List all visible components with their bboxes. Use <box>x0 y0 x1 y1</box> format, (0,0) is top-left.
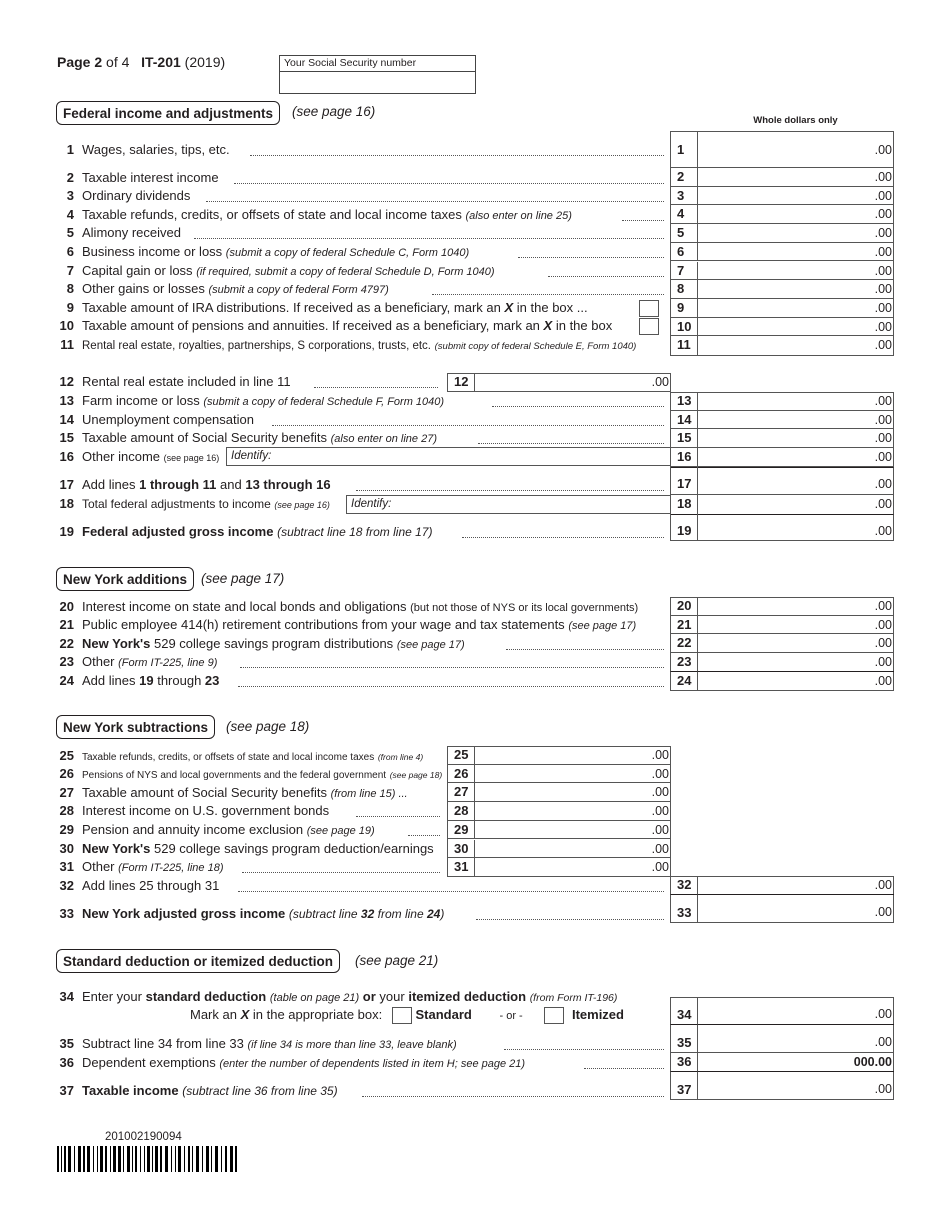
line-1: 1 Wages, salaries, tips, etc. <box>66 142 230 157</box>
line-29: 29 Pension and annuity income exclusion (see page 19) <box>59 822 375 837</box>
itemized-deduction-checkbox[interactable] <box>544 1007 564 1024</box>
leader-dots <box>622 208 664 221</box>
amount-input-line-6[interactable]: .00 <box>698 243 894 262</box>
amount-input-line-10[interactable]: .00 <box>698 318 894 337</box>
amount-input-line-4[interactable]: .00 <box>698 205 894 224</box>
amount-input-line-21[interactable]: .00 <box>698 616 894 635</box>
leader-dots <box>432 282 664 295</box>
line-24: 24 Add lines 19 through 23 <box>59 673 220 688</box>
leader-dots <box>194 226 664 239</box>
line-27: 27 Taxable amount of Social Security benefits (from line 15) ... <box>59 785 408 800</box>
dependent-exemptions-amount[interactable]: 000.00 <box>698 1053 894 1072</box>
amount-input-line-1[interactable]: .00 <box>698 131 894 168</box>
line-box-number: 36 <box>670 1053 698 1072</box>
line-21: 21 Public employee 414(h) retirement contributions from your wage and tax statements (see page 17) <box>59 617 637 632</box>
leader-dots <box>238 879 664 892</box>
line-34-mark-row: Mark an X in the appropriate box: Standard - or - Itemized <box>190 1006 624 1024</box>
leader-dots <box>476 907 664 920</box>
section-federal-income: Federal income and adjustments <box>56 101 280 125</box>
line-box-number: 31 <box>447 858 475 877</box>
line-box-number: 6 <box>670 243 698 262</box>
leader-dots <box>462 525 664 538</box>
leader-dots <box>356 804 440 817</box>
amount-input-line-22[interactable]: .00 <box>698 634 894 653</box>
line-box-number: 14 <box>670 411 698 430</box>
line-box-number: 7 <box>670 262 698 281</box>
line-box-number: 23 <box>670 653 698 672</box>
line-box-number: 13 <box>670 392 698 411</box>
leader-dots <box>238 674 664 687</box>
amount-input-line-14[interactable]: .00 <box>698 411 894 430</box>
leader-dots <box>356 478 664 491</box>
ssn-input[interactable] <box>282 73 475 95</box>
amount-input-line-17[interactable]: .00 <box>698 467 894 495</box>
section-ny-additions: New York additions <box>56 567 194 591</box>
amount-input-line-15[interactable]: .00 <box>698 429 894 448</box>
line-8: 8 Other gains or losses (submit a copy of federal Form 4797) <box>66 281 389 296</box>
line-box-number: 29 <box>447 821 475 840</box>
line-22: 22 New York's 529 college savings program distributions (see page 17) <box>59 636 465 651</box>
page-header <box>57 54 225 70</box>
line-box-number: 24 <box>670 672 698 691</box>
leader-dots <box>548 264 664 277</box>
amount-input-line-25[interactable]: .00 <box>475 746 671 765</box>
amount-input-line-37[interactable]: .00 <box>874 1082 892 1096</box>
line-box-number: 18 <box>670 495 698 514</box>
line-box-number: 1 <box>670 131 698 168</box>
line-26: 26 Pensions of NYS and local governments and the federal government (see page 18) <box>59 766 443 781</box>
amount-input-line-23[interactable]: .00 <box>698 653 894 672</box>
leader-dots <box>272 413 664 426</box>
line-32: 32 Add lines 25 through 31 <box>59 878 220 893</box>
leader-dots <box>492 394 664 407</box>
line-box-number: 12 <box>447 373 475 392</box>
line-36: 36 Dependent exemptions (enter the number of dependents listed in item H; see page 21) <box>59 1055 526 1070</box>
page-number: 2 <box>94 54 103 70</box>
amount-input-line-31[interactable]: .00 <box>651 860 669 875</box>
line-box-number: 9 <box>670 299 698 318</box>
line-5: 5 Alimony received <box>66 225 181 240</box>
line-19: 19 Federal adjusted gross income (subtract line 18 from line 17) <box>59 524 433 539</box>
amount-input-line-19[interactable]: .00 <box>874 524 892 538</box>
standard-option-label: Standard <box>415 1007 472 1022</box>
identify-input-line-16[interactable]: Identify: <box>226 447 670 466</box>
line-20: 20 Interest income on state and local bonds and obligations (but not those of NYS or its local governments) <box>59 599 639 614</box>
line-10: 10 Taxable amount of pensions and annuities. If received as a beneficiary, mark an X in the box <box>59 318 613 333</box>
line-13: 13 Farm income or loss (submit a copy of federal Schedule F, Form 1040) <box>59 393 445 408</box>
section-subtractions-note: (see page 18) <box>226 719 310 734</box>
form-year: (2019) <box>184 54 226 70</box>
section-ny-subtractions: New York subtractions <box>56 715 215 739</box>
amount-input-line-24[interactable]: .00 <box>874 673 892 688</box>
page-label: Page <box>57 54 91 70</box>
section-deduction-note: (see page 21) <box>355 953 439 968</box>
barcode-number: 201002190094 <box>105 1131 182 1143</box>
line-box-number: 27 <box>447 783 475 802</box>
form-id: IT-201 <box>141 54 181 70</box>
line-17: 17 Add lines 1 through 11 and 13 through 16 <box>59 477 331 492</box>
line-box-number: 4 <box>670 205 698 224</box>
leader-dots <box>234 171 664 184</box>
line-box-number: 34 <box>670 997 698 1025</box>
line-box-number: 5 <box>670 224 698 243</box>
leader-dots <box>504 1037 664 1050</box>
section-federal-note: (see page 16) <box>292 104 376 119</box>
line-35: 35 Subtract line 34 from line 33 (if line 34 is more than line 33, leave blank) <box>59 1036 457 1051</box>
line-28: 28 Interest income on U.S. government bonds <box>59 803 330 818</box>
leader-dots <box>506 637 664 650</box>
line-box-number: 10 <box>670 318 698 337</box>
leader-dots <box>518 245 664 258</box>
line-25: 25 Taxable refunds, credits, or offsets of state and local income taxes (from line 4) <box>59 748 424 763</box>
amount-input-line-13[interactable]: .00 <box>698 392 894 411</box>
amount-input-line-18[interactable]: .00 <box>874 497 892 511</box>
line-16: 16 Other income (see page 16) <box>59 449 220 464</box>
amount-input-line-2[interactable]: .00 <box>698 168 894 187</box>
amount-input-line-33[interactable]: .00 <box>874 905 892 919</box>
line-box-number: 16 <box>670 448 698 467</box>
amount-input-line-28[interactable]: .00 <box>475 802 671 821</box>
line-12: 12 Rental real estate included in line 11 <box>59 374 291 389</box>
amount-input-line-16[interactable]: .00 <box>874 450 892 465</box>
amount-input-line-26[interactable]: .00 <box>475 765 671 784</box>
line-box-number: 37 <box>670 1072 698 1100</box>
line-box-number: 2 <box>670 168 698 187</box>
line-box-number: 19 <box>670 514 698 541</box>
section-additions-note: (see page 17) <box>201 571 285 586</box>
line-31: 31 Other (Form IT-225, line 18) <box>59 859 224 874</box>
beneficiary-checkbox-line-10[interactable] <box>639 318 659 335</box>
line-15: 15 Taxable amount of Social Security benefits (also enter on line 27) <box>59 430 437 445</box>
line-box-number: 35 <box>670 1025 698 1053</box>
section-deduction: Standard deduction or itemized deduction <box>56 949 340 973</box>
amount-input-line-20[interactable]: .00 <box>698 597 894 616</box>
amount-input-line-34[interactable]: .00 <box>698 997 894 1025</box>
amount-input-line-12[interactable]: .00 <box>651 375 669 389</box>
line-7: 7 Capital gain or loss (if required, submit a copy of federal Schedule D, Form 1040) <box>66 263 495 278</box>
leader-dots <box>314 375 438 388</box>
line-23: 23 Other (Form IT-225, line 9) <box>59 654 218 669</box>
line-box-number: 28 <box>447 802 475 821</box>
leader-dots <box>362 1084 664 1097</box>
amount-input-line-3[interactable]: .00 <box>698 187 894 206</box>
line-box-number: 26 <box>447 765 475 784</box>
itemized-option-label: Itemized <box>571 1007 624 1022</box>
identify-input-line-18[interactable]: Identify: <box>346 495 670 514</box>
line-9: 9 Taxable amount of IRA distributions. If received as a beneficiary, mark an X in the box ... <box>66 300 588 315</box>
leader-dots <box>250 143 664 156</box>
amount-input-line-27[interactable]: .00 <box>475 783 671 802</box>
line-box-number: 32 <box>670 876 698 895</box>
line-6: 6 Business income or loss (submit a copy of federal Schedule C, Form 1040) <box>66 244 470 259</box>
line-14: 14 Unemployment compensation <box>59 412 254 427</box>
leader-dots <box>242 860 440 873</box>
ssn-field-box <box>279 55 476 94</box>
amount-input-line-7[interactable]: .00 <box>698 262 894 281</box>
leader-dots <box>584 1056 664 1069</box>
line-37: 37 Taxable income (subtract line 36 from line 35) <box>59 1083 338 1098</box>
amount-input-line-8[interactable]: .00 <box>698 280 894 299</box>
line-18: 18 Total federal adjustments to income (see page 16) <box>59 496 330 511</box>
line-11: 11 Rental real estate, royalties, partnerships, S corporations, trusts, etc. (submit copy of federal Schedule E, Form 1040) <box>60 337 637 352</box>
amount-input-line-29[interactable]: .00 <box>475 821 671 840</box>
line-2: 2 Taxable interest income <box>66 170 219 185</box>
line-box-number: 8 <box>670 280 698 299</box>
line-box-number: 21 <box>670 616 698 635</box>
leader-dots <box>478 431 664 444</box>
line-box-number: 17 <box>670 467 698 495</box>
line-4: 4 Taxable refunds, credits, or offsets of state and local income taxes (also enter on line 25) <box>66 207 572 222</box>
barcode-icon <box>57 1146 238 1172</box>
line-box-number: 22 <box>670 634 698 653</box>
line-box-number: 33 <box>670 895 698 923</box>
amount-input-line-30[interactable]: .00 <box>475 840 671 859</box>
amount-input-line-35[interactable]: .00 <box>698 1025 894 1053</box>
line-box-number: 20 <box>670 597 698 616</box>
leader-dots <box>408 823 440 836</box>
standard-deduction-checkbox[interactable] <box>392 1007 412 1024</box>
amount-input-line-32[interactable]: .00 <box>698 876 894 895</box>
page-of: of 4 <box>106 54 130 70</box>
line-3: 3 Ordinary dividends <box>66 188 191 203</box>
amount-input-line-11[interactable]: .00 <box>874 338 892 353</box>
amount-input-line-5[interactable]: .00 <box>698 224 894 243</box>
amount-input-line-9[interactable]: .00 <box>698 299 894 318</box>
line-34: 34 Enter your standard deduction (table on page 21) or your itemized deduction (from Form IT-196) <box>59 989 618 1004</box>
line-box-number: 11 <box>670 336 698 355</box>
leader-dots <box>240 655 664 668</box>
line-33: 33 New York adjusted gross income (subtract line 32 from line 24) <box>59 906 445 921</box>
beneficiary-checkbox-line-9[interactable] <box>639 300 659 317</box>
line-box-number: 3 <box>670 187 698 206</box>
line-box-number: 25 <box>447 746 475 765</box>
ssn-label: Your Social Security number <box>280 56 475 72</box>
line-30: 30 New York's 529 college savings program deduction/earnings <box>59 841 434 856</box>
line-box-number: 15 <box>670 429 698 448</box>
leader-dots <box>206 189 664 202</box>
whole-dollars-label: Whole dollars only <box>753 115 838 126</box>
line-box-number: 30 <box>447 840 475 859</box>
